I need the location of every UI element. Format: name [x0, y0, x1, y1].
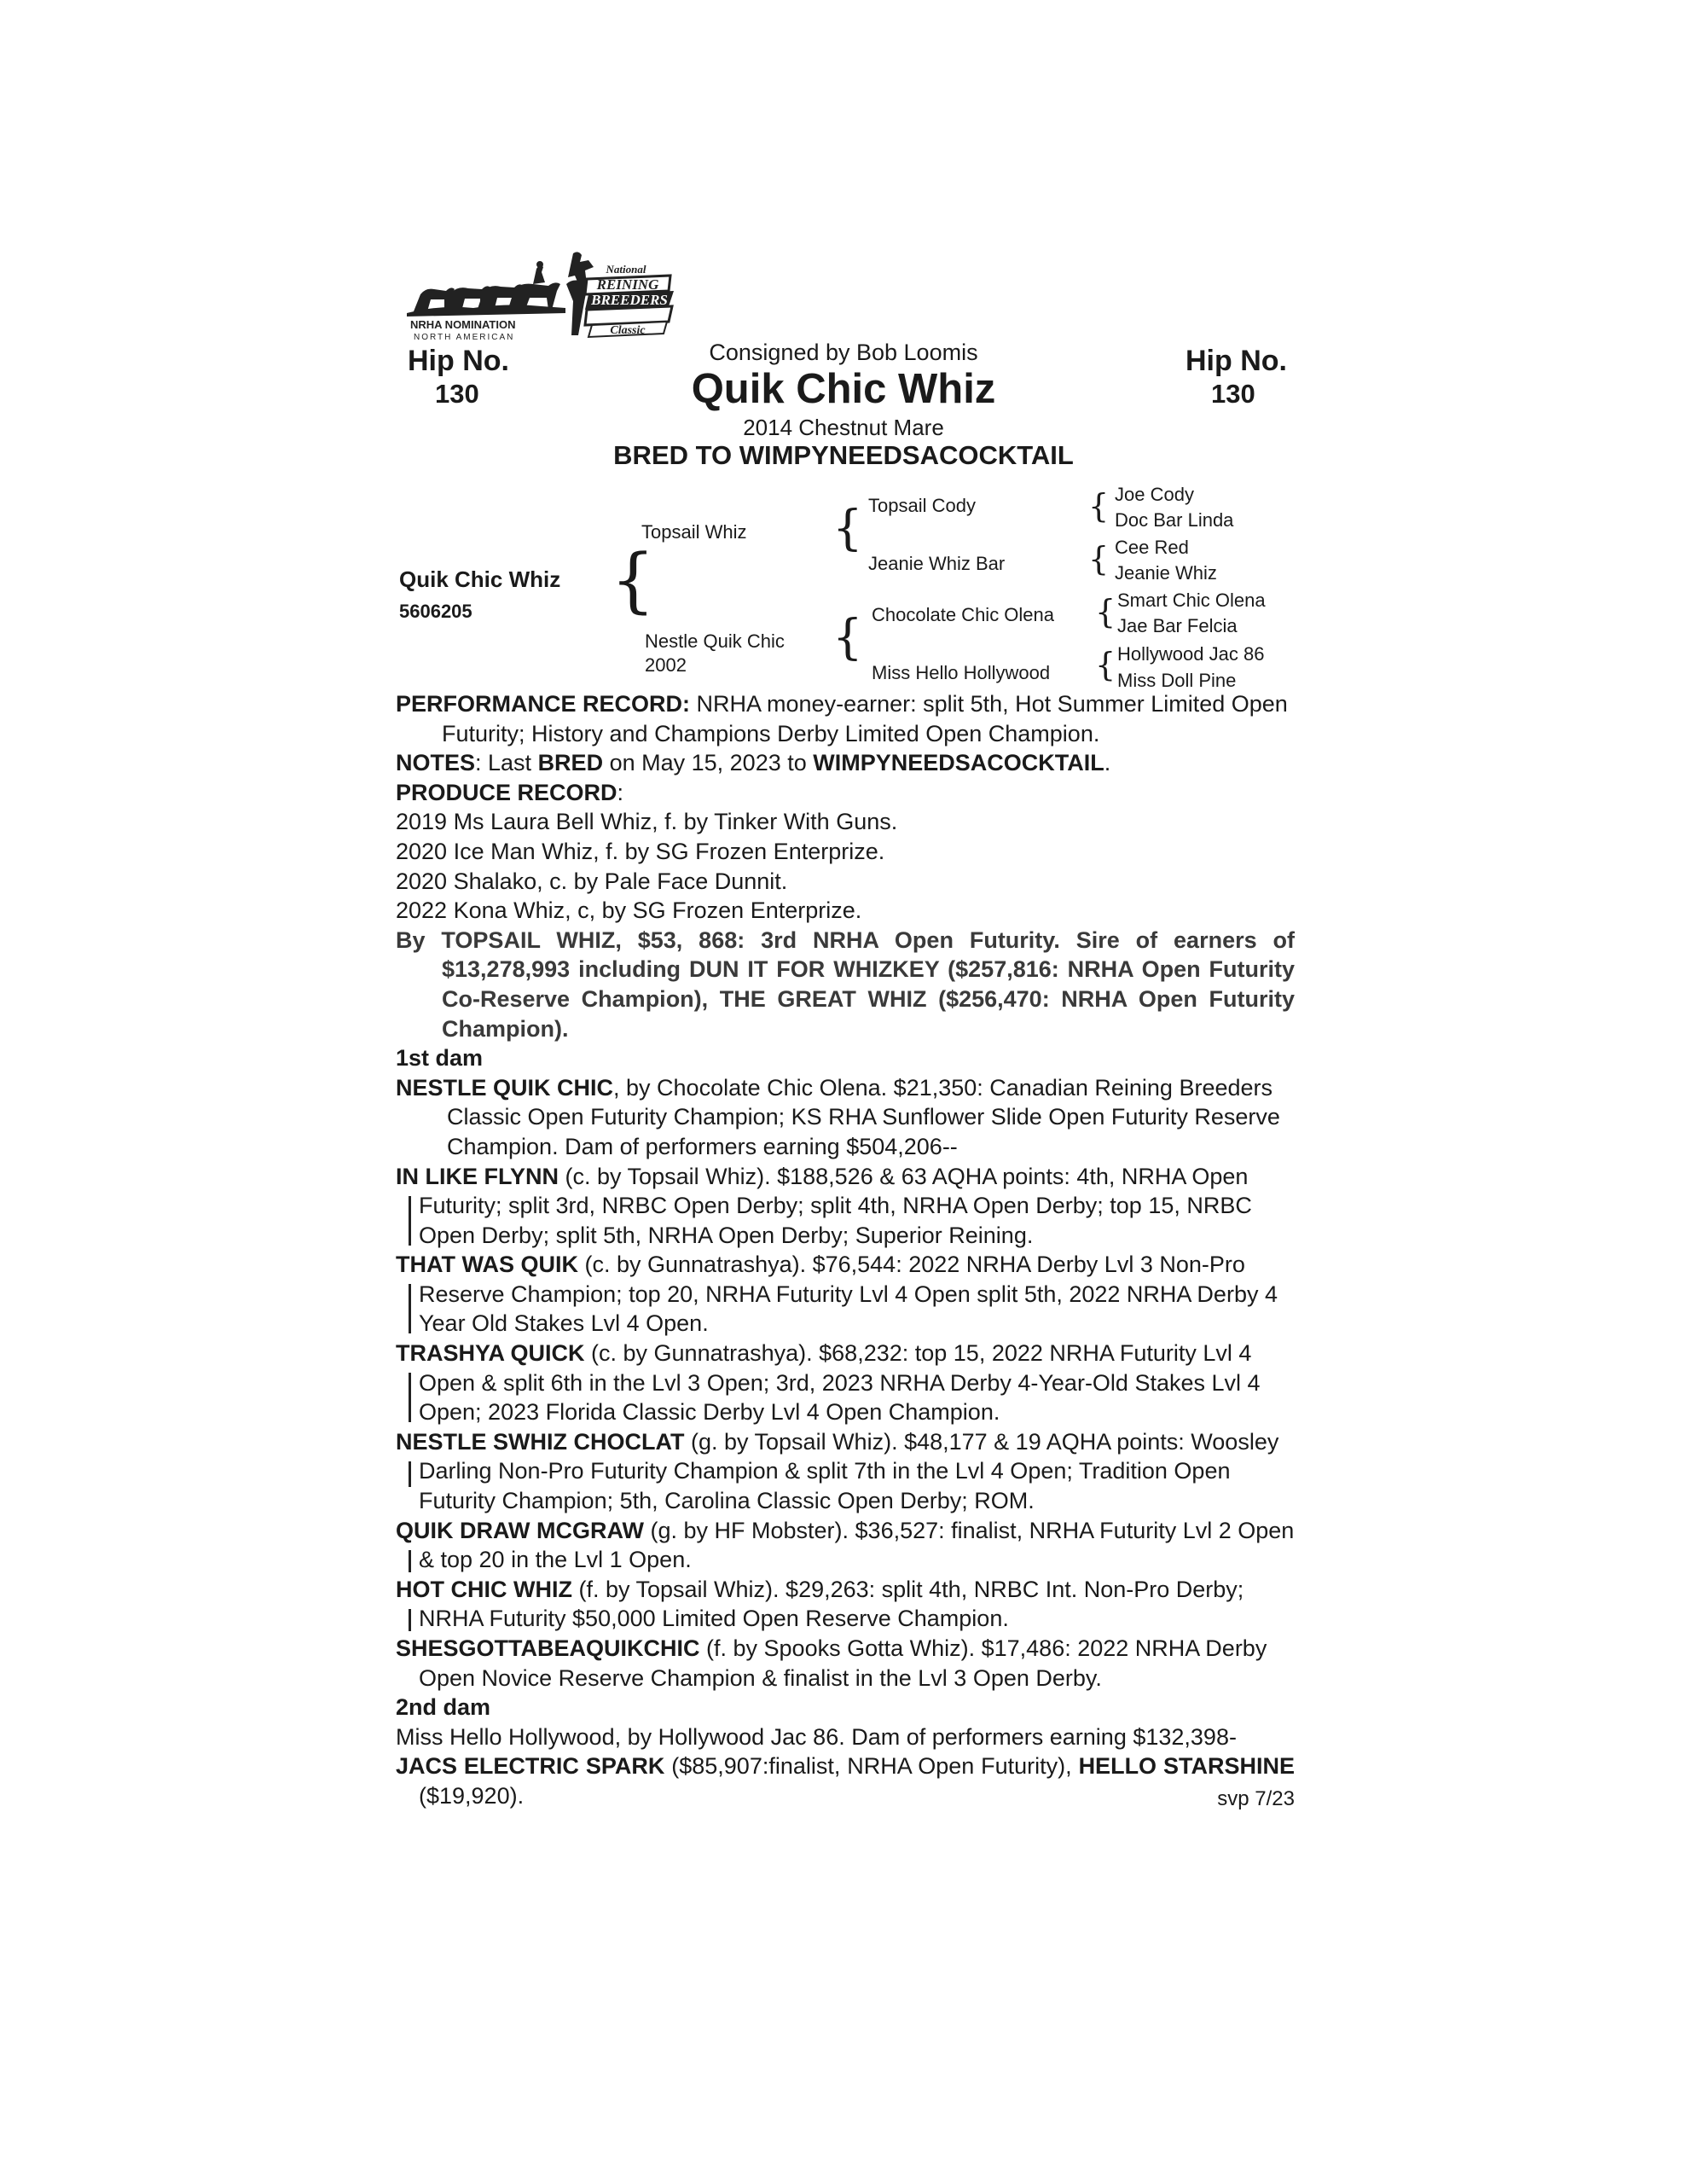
produce-colon: : [617, 779, 624, 805]
nrha-nomination-logo [405, 260, 567, 346]
first-dam-text: , by Chocolate Chic Olena. $21,350: Canadian Reining Breeders Classic Open Futurity Champion; KS RHA Sunflower Slide Open Futurity Reserve Champion. Dam of performers earning $504,206-- [447, 1074, 1280, 1159]
pedigree-g7: Hollywood Jac 86 [1117, 643, 1265, 665]
performance-text: NRHA money-earner: split 5th, Hot Summer Limited Open Futurity; History and Champions Derby Limited Open Champion. [442, 691, 1288, 746]
offspring-entry [396, 1162, 1295, 1251]
notes-text-1: : Last [475, 750, 538, 776]
offspring-name: QUIK DRAW MCGRAW [396, 1517, 644, 1543]
nrbc-logo-line2: REINING [596, 276, 659, 293]
offspring-text: (g. by Topsail Whiz). $48,177 & 19 AQHA points: Woosley Darling Non-Pro Futurity Champion & split 7th in the Lvl 4 Open; Tradition Open Futurity Champion; 5th, Carolina Classic Open Derby; ROM. [419, 1428, 1279, 1514]
second-dam-heading: 2nd dam [396, 1694, 491, 1721]
offspring-text: (f. by Spooks Gotta Whiz). $17,486: 2022 NRHA Derby Open Novice Reserve Champion & finalist in the Lvl 3 Open Derby. [419, 1635, 1267, 1691]
offspring-entry [396, 1250, 1295, 1339]
pedigree-brace-g1: { [1088, 487, 1110, 525]
offspring-bar [409, 1284, 411, 1333]
bred-to-banner: BRED TO WIMPYNEEDSACOCKTAIL [613, 440, 1074, 470]
offspring-text: (g. by HF Mobster). $36,527: finalist, NRHA Futurity Lvl 2 Open & top 20 in the Lvl 1 Open. [419, 1517, 1295, 1573]
first-dam-name: NESTLE QUIK CHIC [396, 1074, 614, 1101]
offspring-text: (c. by Gunnatrashya). $76,544: 2022 NRHA Derby Lvl 3 Non-Pro Reserve Champion; top 20, NRHA Futurity Lvl 4 Open split 5th, 2022 NRHA Derby 4 Year Old Stakes Lvl 4 Open. [419, 1252, 1278, 1337]
pedigree-brace-g2: { [1088, 540, 1110, 578]
nrbc-logo-line1: National [606, 263, 646, 276]
produce-item: 2022 Kona Whiz, c, by SG Frozen Enterprize. [396, 897, 862, 924]
first-dam-record [396, 1073, 1295, 1162]
offspring-entry [396, 1575, 1295, 1634]
notes-label: NOTES [396, 750, 476, 776]
offspring-text: (f. by Topsail Whiz). $29,263: split 4th, NRBC Int. Non-Pro Derby; NRHA Futurity $50,000 Limited Open Reserve Champion. [419, 1576, 1244, 1632]
horse-name-title: Quik Chic Whiz [691, 366, 996, 412]
registration-number: 5606205 [399, 601, 472, 622]
pedigree-brace-dam: { [832, 610, 863, 665]
pedigree-brace-g3: { [1095, 593, 1116, 630]
footer-code: svp 7/23 [1217, 1786, 1295, 1810]
consignor: Consigned by Bob Loomis [709, 340, 978, 365]
pedigree-dam-sire: Chocolate Chic Olena [872, 604, 1055, 625]
pedigree-g3: Cee Red [1115, 537, 1189, 558]
offspring-text: ($85,907:finalist, NRHA Open Futurity), [664, 1753, 1079, 1780]
offspring-entry [396, 1339, 1295, 1427]
offspring-name: HELLO STARSHINE [1078, 1753, 1295, 1780]
sire-summary: By TOPSAIL WHIZ, $53, 868: 3rd NRHA Open Futurity. Sire of earners of $13,278,993 including DUN IT FOR WHIZKEY ($257,816: NRHA Open Futurity Co-Reserve Champion), THE GREAT WHIZ ($256,470: NRHA Open Futurity Champion). [396, 926, 1295, 1042]
offspring-name: HOT CHIC WHIZ [396, 1576, 572, 1602]
catalog-body [396, 689, 1295, 1815]
pedigree-g8: Miss Doll Pine [1117, 670, 1237, 691]
pedigree-dam-year: 2002 [645, 654, 687, 676]
offspring-text: (c. by Topsail Whiz). $188,526 & 63 AQHA points: 4th, NRHA Open Futurity; split 3rd, NRBC Open Derby; split 4th, NRHA Open Derby; top 15, NRBC Open Derby; split 5th, NRHA Open Derby; Superior Reining. [419, 1163, 1252, 1248]
hip-label-right: Hip No. [1186, 345, 1287, 377]
produce-item: 2019 Ms Laura Bell Whiz, f. by Tinker With Guns. [396, 809, 898, 835]
first-dam-heading: 1st dam [396, 1045, 484, 1072]
notes-stallion: WIMPYNEEDSACOCKTAIL [813, 750, 1104, 776]
offspring-name: TRASHYA QUICK [396, 1340, 585, 1367]
hip-label-left: Hip No. [408, 345, 509, 377]
pedigree-g2: Doc Bar Linda [1115, 509, 1234, 531]
offspring-bar [409, 1373, 411, 1422]
performance-record [396, 689, 1295, 748]
nrha-logo-line1: NRHA NOMINATION [410, 318, 516, 331]
notes-bred: BRED [537, 750, 604, 776]
offspring-bar [409, 1550, 411, 1572]
produce-item: 2020 Shalako, c. by Pale Face Dunnit. [396, 868, 788, 894]
pedigree-g4: Jeanie Whiz [1115, 562, 1217, 584]
notes-text-2: on May 15, 2023 to [603, 750, 814, 776]
performance-label: PERFORMANCE RECORD: [396, 691, 691, 717]
pedigree-brace-sire: { [832, 501, 863, 556]
offspring-bar [409, 1461, 411, 1487]
pedigree-sire-sire: Topsail Cody [868, 495, 976, 516]
produce-record-heading [396, 778, 1295, 808]
pedigree-g6: Jae Bar Felcia [1117, 615, 1238, 636]
nrbc-logo-line3: BREEDERS [591, 292, 668, 308]
pedigree-sire-dam: Jeanie Whiz Bar [868, 553, 1006, 574]
hip-number-right: 130 [1211, 379, 1255, 409]
produce-label: PRODUCE RECORD [396, 779, 617, 805]
pedigree-brace-g4: { [1095, 646, 1116, 683]
offspring-entry [396, 1516, 1295, 1575]
horses-silhouette-icon [405, 260, 567, 346]
pedigree-g1: Joe Cody [1115, 484, 1194, 505]
offspring-name: THAT WAS QUIK [396, 1252, 578, 1278]
nrbc-logo [563, 250, 678, 346]
pedigree-dam-dam: Miss Hello Hollywood [872, 662, 1051, 683]
offspring-name: JACS ELECTRIC SPARK [396, 1753, 665, 1780]
produce-item: 2020 Ice Man Whiz, f. by SG Frozen Enterprize. [396, 838, 885, 864]
hip-number-left: 130 [435, 379, 479, 409]
notes [396, 748, 1295, 778]
horse-description: 2014 Chestnut Mare [743, 415, 944, 440]
offspring-bar [409, 1196, 411, 1246]
second-dam-record: Miss Hello Hollywood, by Hollywood Jac 86. Dam of performers earning $132,398- [396, 1723, 1237, 1750]
offspring-bar [409, 1609, 411, 1631]
pedigree-brace-main: { [611, 540, 656, 621]
offspring-text: (c. by Gunnatrashya). $68,232: top 15, 2022 NRHA Futurity Lvl 4 Open & split 6th in the Lvl 3 Open; 3rd, 2023 NRHA Derby 4-Year-Old Stakes Lvl 4 Open; 2023 Florida Classic Derby Lvl 4 Open Champion. [419, 1340, 1261, 1426]
nrbc-logo-line4: Classic [610, 324, 646, 337]
offspring-entry [396, 1634, 1295, 1693]
offspring-text: ($19,920). [419, 1782, 525, 1809]
nrha-logo-line2: NORTH AMERICAN [414, 333, 515, 342]
pedigree-subject: Quik Chic Whiz [399, 566, 561, 592]
rider-shield-icon [563, 250, 678, 346]
pedigree-dam: Nestle Quik Chic [645, 630, 785, 652]
offspring-name: IN LIKE FLYNN [396, 1163, 559, 1189]
pedigree-sire: Topsail Whiz [641, 521, 747, 543]
offspring-name: NESTLE SWHIZ CHOCLAT [396, 1428, 685, 1455]
offspring-name: SHESGOTTABEAQUIKCHIC [396, 1635, 700, 1661]
notes-text-3: . [1104, 750, 1111, 776]
second-dam-offspring [396, 1751, 1295, 1810]
pedigree-g5: Smart Chic Olena [1117, 590, 1266, 611]
offspring-entry [396, 1427, 1295, 1516]
